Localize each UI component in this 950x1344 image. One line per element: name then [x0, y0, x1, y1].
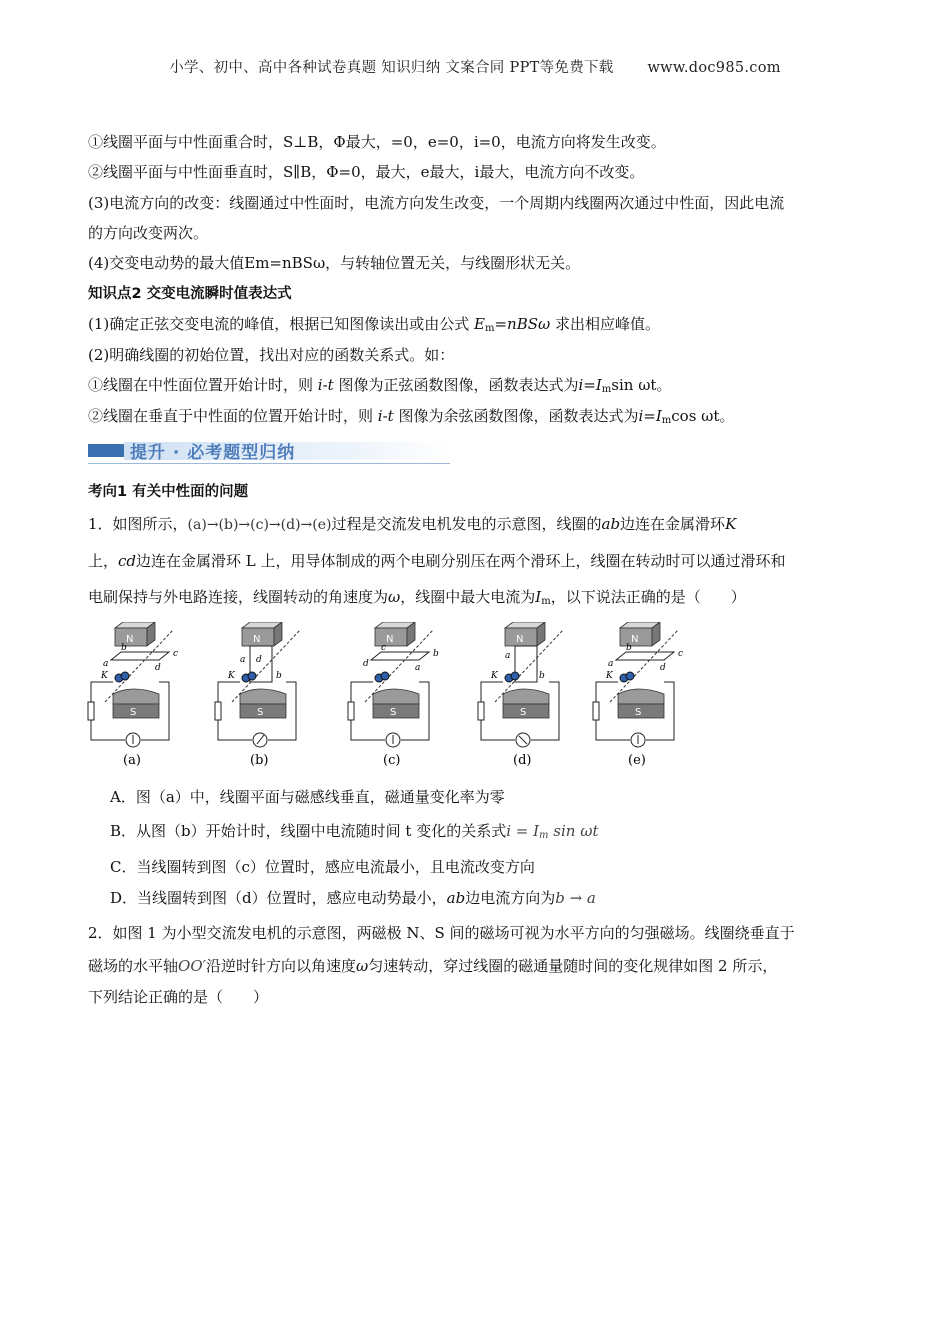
kp2-3: ①线圈在中性面位置开始计时，则 i-t 图像为正弦函数图像，函数表达式为$i=I_m\sin$ ωt。 [88, 376, 672, 395]
option-d[interactable]: D．当线圈转到图（d）位置时，感应电动势最小，ab边电流方向为b → a [110, 889, 596, 907]
kp2-title: 知识点2 交变电流瞬时值表达式 [88, 286, 292, 302]
section-banner [88, 436, 450, 466]
svg-text:b: b [539, 671, 545, 681]
option-b[interactable]: B．从图（b）开始计时，线圈中电流随时间 t 变化的关系式$i = I_m$ sin ωt [110, 822, 599, 841]
kp2-2: (2)明确线圈的初始位置，找出对应的函数关系式。如： [88, 346, 455, 364]
option-a[interactable]: A．图（a）中，线圈平面与磁感线垂直，磁通量变化率为零 [110, 788, 505, 806]
svg-text:S: S [635, 707, 642, 718]
topic-1-title: 考向1 有关中性面的问题 [88, 484, 249, 500]
svg-text:N: N [516, 634, 524, 645]
banner-title: 提升 · 必考题型归纳 [130, 443, 296, 463]
svg-text:K: K [101, 671, 108, 681]
svg-text:b: b [433, 649, 439, 659]
svg-text:(e): (e) [628, 753, 646, 768]
option-c[interactable]: C．当线圈转到图（c）位置时，感应电流最小，且电流改变方向 [110, 858, 535, 876]
svg-text:b: b [276, 671, 282, 681]
q1-line-1: 1．如图所示，(a)→(b)→(c)→(d)→(e)过程是交流发电机发电的示意图，线圈的ab边连在金属滑环K [88, 515, 737, 533]
q2-line-1: 2．如图 1 为小型交流发电机的示意图，两磁极 N、S 间的磁场可视为水平方向的匀强磁场。线圈绕垂直于 [88, 924, 795, 942]
svg-text:N: N [631, 634, 639, 645]
figure-b [212, 622, 330, 772]
svg-text:(d): (d) [513, 753, 532, 768]
figure-c [345, 622, 463, 772]
svg-text:c: c [381, 643, 387, 653]
svg-text:S: S [257, 707, 264, 718]
svg-text:a: a [608, 659, 614, 669]
svg-text:K: K [491, 671, 498, 681]
svg-text:S: S [390, 707, 397, 718]
svg-text:b: b [121, 643, 127, 653]
svg-text:K: K [228, 671, 235, 681]
page-header [0, 56, 950, 77]
q2-line-2: 磁场的水平轴OO′沿逆时针方向以角速度ω匀速转动，穿过线圈的磁通量随时间的变化规律如图 2 所示， [88, 957, 778, 975]
para-2: ②线圈平面与中性面垂直时，S∥B，Φ=0，最大，e最大，i最大，电流方向不改变。 [88, 163, 645, 181]
svg-text:a: a [103, 659, 109, 669]
svg-text:N: N [253, 634, 261, 645]
svg-text:K: K [606, 671, 613, 681]
kp2-1: (1)确定正弦交变电流的峰值，根据已知图像读出或由公式 $E_m=nBS\omega$ 求出相应峰值。 [88, 315, 661, 334]
para-4: (4)交变电动势的最大值Em=nBSω，与转轴位置无关，与线圈形状无关。 [88, 254, 581, 272]
kp2-4: ②线圈在垂直于中性面的位置开始计时，则 i-t 图像为余弦函数图像，函数表达式为$i=I_m\cos$ ωt。 [88, 407, 735, 426]
svg-text:S: S [520, 707, 527, 718]
svg-text:c: c [173, 649, 179, 659]
svg-text:d: d [660, 663, 666, 673]
svg-text:(a): (a) [123, 753, 141, 768]
svg-text:d: d [363, 659, 369, 669]
svg-text:d: d [256, 655, 262, 665]
banner-underline [88, 463, 450, 464]
svg-text:N: N [386, 634, 394, 645]
header-url[interactable]: www.doc985.com [647, 60, 781, 76]
q2-line-3: 下列结论正确的是（ ） [88, 988, 269, 1006]
para-1: ①线圈平面与中性面重合时，S⊥B，Φ最大，=0，e=0，i=0，电流方向将发生改变。 [88, 133, 666, 151]
para-3b: 的方向改变两次。 [88, 224, 209, 242]
svg-text:(b): (b) [250, 753, 269, 768]
svg-text:(c): (c) [383, 753, 401, 768]
figure-e [590, 622, 708, 772]
svg-text:a: a [240, 655, 246, 665]
svg-text:S: S [130, 707, 137, 718]
banner-bar [88, 444, 124, 457]
q1-line-2: 上，cd边连在金属滑环 L 上，用导体制成的两个电刷分别压在两个滑环上，线圈在转动时可以通过滑环和 [88, 552, 786, 570]
svg-text:c: c [678, 649, 684, 659]
svg-text:a: a [505, 651, 511, 661]
svg-text:a: a [415, 663, 421, 673]
figure-d [475, 622, 593, 772]
svg-text:b: b [626, 643, 632, 653]
svg-text:N: N [126, 634, 134, 645]
svg-text:d: d [155, 663, 161, 673]
header-text: 小学、初中、高中各种试卷真题 知识归纳 文案合同 PPT等免费下载 [169, 60, 614, 76]
figure-a [85, 622, 203, 772]
q1-line-3: 电刷保持与外电路连接，线圈转动的角速度为ω，线圈中最大电流为$I_m$，以下说法正确的是（ ） [88, 588, 746, 607]
para-3a: (3)电流方向的改变：线圈通过中性面时，电流方向发生改变，一个周期内线圈两次通过中性面，因此电流 [88, 194, 785, 212]
